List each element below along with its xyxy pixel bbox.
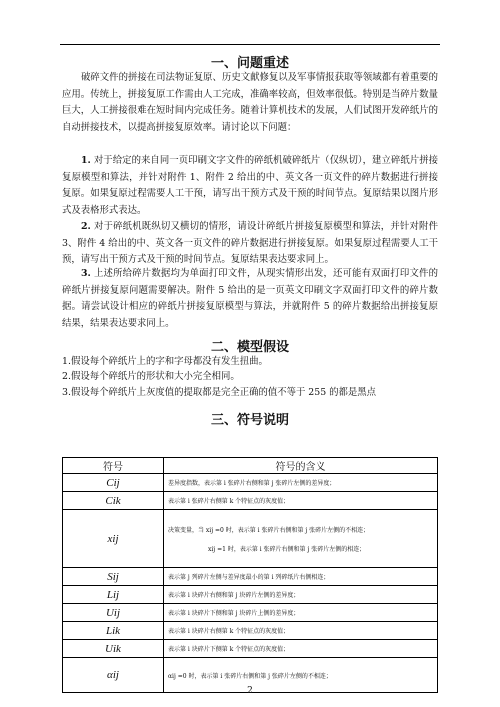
item-text: 对于给定的来自同一页印刷文字文件的碎纸机破碎纸片（仅纵切），建立碎纸片拼接复原模型和算法，并针对附件 1、附件 2 给出的中、英文各一页文件的碎片数据进行拼接复原。如果复原过程需要人工干预，请写出干预方式及干预的时间节点。复原结果以图片形式及表格形式表达。 (62, 155, 439, 216)
meaning-cell: 表示第 i 块碎片右侧和第 j 块碎片左侧的差异度； (164, 586, 438, 604)
problem-item-3 (62, 266, 438, 332)
problem-item-1 (62, 153, 438, 219)
symbol-cell: Cij (63, 474, 164, 492)
meaning-cell: αij =0 时，表示第 i 张碎片右侧和第 j 张碎片左侧的不相连； (164, 658, 438, 693)
table-row (63, 492, 438, 510)
assumption-1: 1.假设每个碎纸片上的字和字母都没有发生扭曲。 (62, 356, 268, 367)
intro-paragraph: 破碎文件的拼接在司法物证复原、历史文献修复以及军事情报获取等领域都有着重要的应用。传统上，拼接复原工作需由人工完成，准确率较高，但效率很低。特别是当碎片数量巨大，人工拼接很难在短时间内完成任务。随着计算机技术的发展，人们试图开发碎纸片的自动拼接技术，以提高拼接复原效率。请讨论以下问题： (62, 72, 438, 133)
section-title-2: 二、模型假设 (210, 340, 289, 355)
table-row (63, 604, 438, 622)
assumption-2: 2.假设每个碎纸片的形状和大小完全相同。 (62, 371, 240, 382)
meaning-cell (164, 510, 438, 568)
item-number: 3. (81, 268, 91, 279)
symbol-cell: Lij (63, 586, 164, 604)
meaning-cell: 差异度指数，表示第 i 张碎片右侧和第 j 张碎片左侧的差异度； (164, 474, 438, 492)
meaning-line: xij =1 时，表示第 i 张碎片右侧和第 j 张碎片左侧的相连； (208, 545, 366, 553)
meaning-cell: 表示第 j 列碎片左侧与差异度最小的第 i 列碎纸片右侧相连； (164, 568, 438, 586)
meaning-cell: 表示第 i 张碎片右侧第 k 个特征点的灰度值； (164, 492, 438, 510)
item-text: 上述所给碎片数据均为单面打印文件，从现实情形出发，还可能有双面打印文件的碎纸片拼接复原问题需要解决。附件 5 给出的是一页英文印刷文字双面打印文件的碎片数据。请尝试设计相应的碎纸片拼接复原模型与算法，并就附件 5 的碎片数据给出拼接复原结果，结果表达要求同上。 (62, 268, 438, 329)
table-row (63, 510, 438, 568)
symbol-cell: Sij (63, 568, 164, 586)
table-row (63, 640, 438, 658)
symbol-cell: αij (63, 658, 164, 693)
symbol-cell: xij (63, 510, 164, 568)
meaning-cell: 表示第 i 块碎片右侧第 k 个特征点的灰度值； (164, 622, 438, 640)
page-number: 2 (247, 686, 253, 696)
header-rule (60, 44, 440, 45)
meaning-cell: 表示第 i 块碎片下侧和第 j 块碎片上侧的差异度； (164, 604, 438, 622)
table-header-symbol: 符号 (63, 458, 164, 474)
meaning-cell: 表示第 i 块碎片下侧第 k 个特征点的灰度值； (164, 640, 438, 658)
problem-item-2 (62, 219, 438, 269)
item-text: 对于碎纸机既纵切又横切的情形，请设计碎纸片拼接复原模型和算法，并针对附件 3、附件 4 给出的中、英文各一页文件的碎片数据进行拼接复原。如果复原过程需要人工干预，请写出干预方式及干预的时间节点。复原结果表达要求同上。 (62, 221, 438, 266)
symbol-cell: Lik (63, 622, 164, 640)
symbol-cell: Cik (63, 492, 164, 510)
item-number: 1. (81, 155, 91, 166)
symbol-cell: Uik (63, 640, 164, 658)
item-number: 2. (81, 221, 91, 232)
section-title-3: 三、符号说明 (210, 413, 289, 428)
table-row (63, 568, 438, 586)
section-title-1: 一、问题重述 (210, 56, 289, 71)
table-row (63, 586, 438, 604)
table-row (63, 622, 438, 640)
symbol-cell: Uij (63, 604, 164, 622)
assumption-3: 3.假设每个碎纸片上灰度值的提取都是完全正确的值不等于 255 的都是黑点 (62, 387, 377, 398)
meaning-line: 决策变量，当 xij =0 时，表示第 i 张碎片右侧和第 j 张碎片左侧的不相连； (168, 526, 370, 534)
symbol-table (62, 457, 438, 693)
table-header-meaning: 符号的含义 (164, 458, 438, 474)
table-row (63, 474, 438, 492)
